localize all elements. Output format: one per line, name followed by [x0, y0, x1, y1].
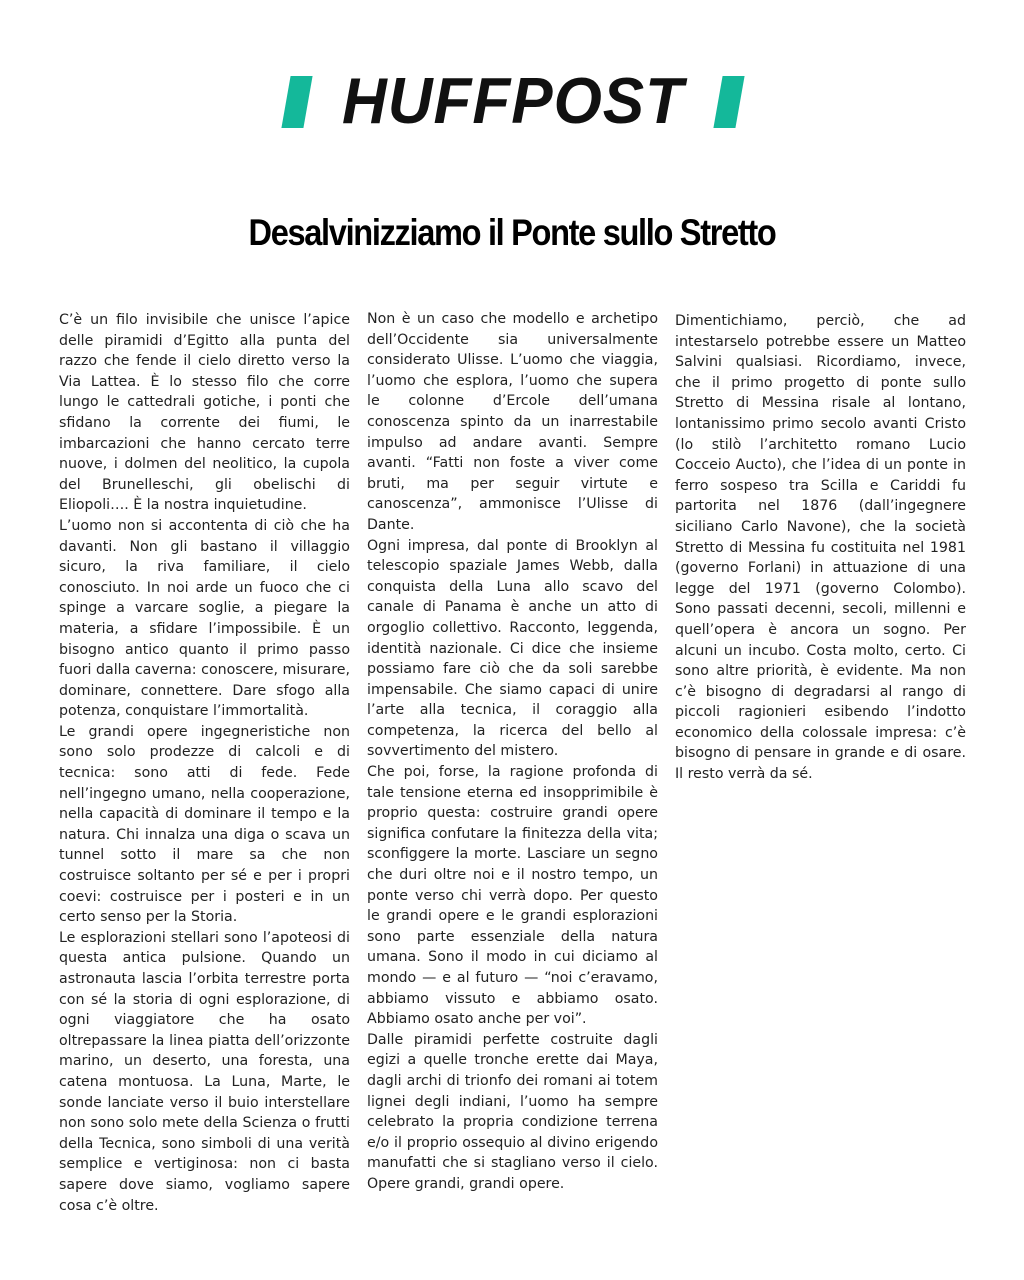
paragraph: L’uomo non si accontenta di ciò che ha davanti. Non gli bastano il villaggio sicuro, la riva familiare, il cielo conosciuto. In noi arde un fuoco che ci spinge a varcare soglie, a piegare la materia, a sfidare l’impossibile. È un bisogno antico quanto il primo passo fuori dalla caverna: conoscere, misurare, dominare, connettere. Dare sfogo alla potenza, conquistare l’immortalità. — [59, 517, 350, 720]
paragraph: Ogni impresa, dal ponte di Brooklyn al telescopio spaziale James Webb, dalla conquista della Luna allo scavo del canale di Panama è anche un atto di orgoglio collettivo. Racconto, leggenda, identità nazionale. Ci dice che insieme possiamo fare ciò che da soli sarebbe impensabile. Che siamo capaci di unire l’arte alla tecnica, il coraggio alla competenza, la ricerca del bello al sovvertimento del mistero. — [367, 537, 658, 760]
article-column-2 — [367, 309, 658, 1195]
paragraph: Che poi, forse, la ragione profonda di tale tensione eterna ed insopprimibile è proprio questa: costruire grandi opere significa confutare la finitezza della vita; sconfiggere la morte. Lasciare un segno che duri oltre noi e il nostro tempo, un ponte verso chi verrà dopo. Per questo le grandi opere e le grandi esplorazioni sono parte essenziale della natura umana. Sono il modo in cui diciamo al mondo — e al futuro — “noi c’eravamo, abbiamo vissuto e abbiamo osato. Abbiamo osato anche per voi”. — [367, 764, 658, 1028]
logo-left-bar — [281, 76, 312, 128]
logo-wordmark: HUFFPOST — [341, 65, 685, 138]
article-column-1 — [59, 310, 350, 1216]
paragraph: C’è un filo invisibile che unisce l’apice delle piramidi d’Egitto alla punta del razzo che fende il cielo diretto verso la Via Lattea. È lo stesso filo che corre lungo le cattedrali gotiche, i ponti che sfidano la corrente dei fiumi, le imbarcazioni che hanno cercato terre nuove, i dolmen del neolitico, la cupola del Brunelleschi, gli obelischi di Eliopoli…. È la nostra inquietudine. — [59, 312, 350, 514]
paragraph: Le grandi opere ingegneristiche non sono solo prodezze di calcoli e di tecnica: sono atti di fede. Fede nell’ingegno umano, nella cooperazione, nella capacità di dominare il tempo e la natura. Chi innalza una diga o scava un tunnel sotto il mare sa che non costruisce soltanto per sé e per i propri coevi: costruisce per i posteri e in un certo senso per la Storia. — [59, 723, 350, 926]
article-title: Desalvinizziamo il Ponte sullo Stretto — [248, 212, 776, 253]
article-column-3 — [675, 311, 966, 785]
logo-right-bar — [713, 76, 744, 128]
paragraph: Non è un caso che modello e archetipo dell’Occidente sia universalmente considerato Ulisse. L’uomo che viaggia, l’uomo che esplora, l’uomo che supera le colonne d’Ercole dell’umana conoscenza spinto da un inarrestabile impulso ad andare avanti. Sempre avanti. “Fatti non foste a viver come bruti, ma per seguir virtute e canoscenza”, ammonisce l’Ulisse di Dante. — [367, 311, 658, 533]
huffpost-logo — [286, 65, 740, 138]
paragraph: Le esplorazioni stellari sono l’apoteosi di questa antica pulsione. Quando un astronauta lascia l’orbita terrestre porta con sé la storia di ogni esplorazione, di ogni viaggiatore che ha osato oltrepassare la linea piatta dell’orizzonte marino, un deserto, una foresta, una catena montuosa. La Luna, Marte, le sonde lanciate verso il buio interstellare non sono solo mete della Scienza o frutti della Tecnica, sono simboli di una verità semplice e vertiginosa: non ci basta sapere dove siamo, vogliamo sapere cosa c’è oltre. — [59, 929, 350, 1214]
paragraph: Dimentichiamo, perciò, che ad intestarselo potrebbe essere un Matteo Salvini qualsiasi. Ricordiamo, invece, che il primo progetto di ponte sullo Stretto di Messina risale al lontano, lontanissimo primo secolo avanti Cristo (lo stilò l’architetto romano Lucio Cocceio Aucto), che l’idea di un ponte in ferro sospeso tra Scilla e Cariddi fu partorita nel 1876 (dall’ingegnere siciliano Carlo Navone), che la società Stretto di Messina fu costituita nel 1981 (governo Forlani) in attuazione di una legge del 1971 (governo Colombo). Sono passati decenni, secoli, millenni e quell’opera è ancora un sogno. Per alcuni un incubo. Costa molto, certo. Ci sono altre priorità, è evidente. Ma non c’è bisogno di degradarsi al rango di piccoli ragionieri esibendo l’indotto economico della colossale impresa: c’è bisogno di pensare in grande e di osare. Il resto verrà da sé. — [675, 313, 966, 783]
paragraph: Dalle piramidi perfette costruite dagli egizi a quelle tronche erette dai Maya, dagli archi di trionfo dei romani ai totem lignei degli indiani, l’uomo ha sempre celebrato la propria condizione terrena e/o il proprio ossequio al divino erigendo manufatti che si stagliano verso il cielo. Opere grandi, grandi opere. — [367, 1031, 658, 1192]
